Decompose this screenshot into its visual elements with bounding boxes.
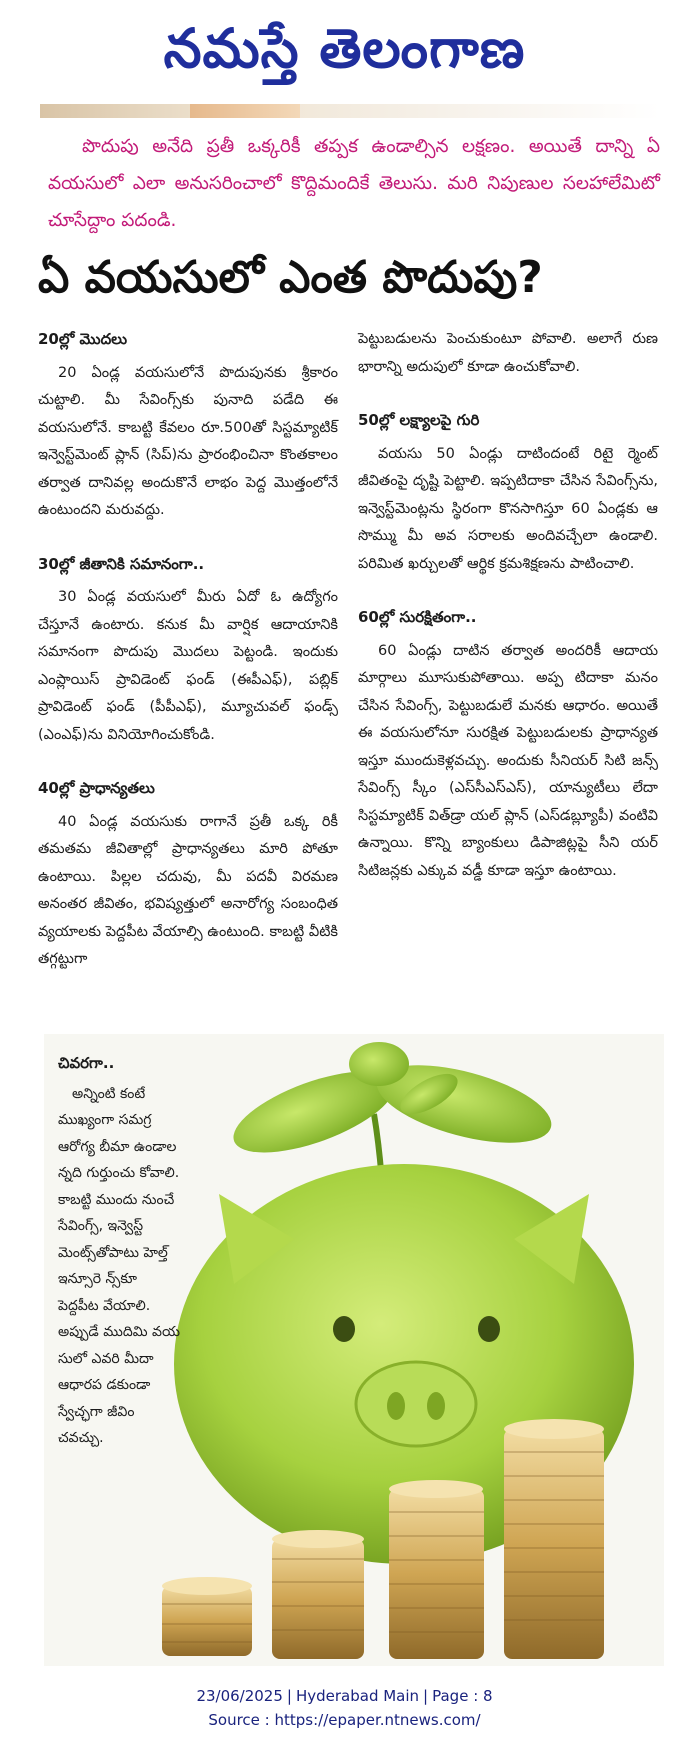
section-40s	[38, 775, 338, 974]
section-20s	[38, 326, 338, 525]
piggy-bank-photo-box	[44, 1034, 664, 1666]
sidebar-finally	[58, 1050, 182, 1452]
footer-source: Source : https://epaper.ntnews.com/	[208, 1711, 481, 1729]
masthead-title: నమస్తే తెలంగాణ	[163, 16, 526, 80]
page-footer	[0, 1684, 689, 1732]
footer-page: Page : 8	[432, 1687, 493, 1705]
masthead-strip	[40, 104, 660, 118]
section-50s	[358, 407, 658, 578]
sidebar-text: అన్నింటి కంటే ముఖ్యంగా సమగ్ర ఆరోగ్య బీమా ఉండాల న్నది గుర్తుంచు కోవాలి. కాబట్టి ముందు నుంచే సేవింగ్స్, ఇన్వెస్ట్ మెంట్స్‌తోపాటు హెల్త్ ఇన్సూరె న్స్‌కూ పెద్దపీట వేయాలి. అప్పుడే ముదిమి వయ సులో ఎవరి మీదా ఆధారప డకుండా స్వేచ్ఛగా జీవిం చవచ్చు.	[58, 1085, 180, 1446]
section-text: 60 ఏండ్లు దాటిన తర్వాత అందరికీ ఆదాయ మార్గాలు మూసుకుపోతాయి. అప్ప టిదాకా మనం చేసిన సేవింగ్స్, పెట్టుబడులే మనకు ఆధారం. అయితే ఈ వయసులోనూ సురక్షిత పెట్టుబడులకు ప్రాధాన్యత ఇస్తూ ముందుకెళ్లవచ్చు. అందుకు సీనియర్ సిటి జన్స్ సేవింగ్స్ స్కీం (ఎస్‌సీఎస్‌ఎస్), యాన్యుటీలు లేదా సిస్టమ్యాటిక్ విత్‌డ్రా యల్ ప్లాన్ (ఎస్‌డబ్ల్యూపీ) వంటివి ఉన్నాయి. కొన్ని బ్యాంకులు డిపాజిట్లపై సీని యర్ సిటిజన్లకు ఎక్కువ వడ్డీ కూడా ఇస్తూ ఉంటాయి.	[358, 642, 658, 879]
article-headline: ఏ వయసులో ఎంత పొదుపు?	[38, 252, 543, 303]
section-text: 30 ఏండ్ల వయసులో మీరు ఏదో ఓ ఉద్యోగం చేస్తూనే ఉంటారు. కనుక మీ వార్షిక ఆదాయానికి సమానంగా పొదుపు మొదలు పెట్టండి. ఇందుకు ఎంప్లాయిస్ ప్రావిడెంట్ ఫండ్ (ఈపీఎఫ్), పబ్లిక్ ప్రావిడెంట్ ఫండ్ (పీపీఎఫ్), మ్యూచువల్ ఫండ్స్ (ఎంఎఫ్)ను వినియోగించుకోండి.	[38, 589, 338, 743]
footer-date: 23/06/2025	[196, 1687, 283, 1705]
section-text: వయసు 50 ఏండ్లు దాటిందంటే రిటై ర్మెంట్ జీవితంపై దృష్టి పెట్టాలి. ఇప్పటిదాకా చేసిన సేవింగ్స్‌ను, ఇన్వెస్ట్‌మెంట్లను స్థిరంగా కొనసాగిస్తూ 60 ఏండ్లకు ఆ సొమ్ము మీ అవ సరాలకు అందివచ్చేలా ఉండాలి. పరిమిత ఖర్చులతో ఆర్థిక క్రమశిక్షణను పాటించాలి.	[358, 445, 658, 572]
section-title: 30ల్లో జీతానికి సమానంగా..	[38, 554, 205, 573]
footer-info: 23/06/2025 | Hyderabad Main | Page : 8	[196, 1687, 493, 1705]
intro-paragraph: పొదుపు అనేది ప్రతీ ఒక్కరికీ తప్పక ఉండాల్సిన లక్షణం. అయితే దాన్ని ఏ వయసులో ఎలా అనుసరించాలో కొద్దిమందికే తెలుసు. మరి నిపుణుల సలహాలేమిటో చూసేద్దాం పదండి.	[48, 136, 660, 231]
section-40s-continued: పెట్టుబడులను పెంచుకుంటూ పోవాలి. అలాగే రుణ భారాన్ని అదుపులో కూడా ఉంచుకోవాలి.	[358, 331, 658, 375]
footer-edition: Hyderabad Main	[295, 1687, 420, 1705]
intro-text	[48, 128, 660, 239]
section-text: 20 ఏండ్ల వయసులోనే పొదుపునకు శ్రీకారం చుట్టాలి. మీ సేవింగ్స్‌కు పునాది పడేది ఈ వయసులోనే. కాబట్టి కేవలం రూ.500తో సిస్టమ్యాటిక్ ఇన్వెస్ట్‌మెంట్ ప్లాన్ (సిప్)ను ప్రారంభించినా కొంతకాలం తర్వాత దానివల్ల అందుకొనే లాభం పెద్ద మొత్తంలోనే ఉంటుందని మరువద్దు.	[38, 364, 338, 518]
right-column	[358, 326, 658, 911]
section-30s	[38, 551, 338, 750]
section-60s	[358, 604, 658, 885]
section-text: 40 ఏండ్ల వయసుకు రాగానే ప్రతీ ఒక్క రికీ తమతమ జీవితాల్లో ప్రాధాన్యతలు మారి పోతూ ఉంటాయి. పిల్లల చదువు, మీ పదవీ విరమణ అనంతర జీవితం, భవిష్యత్తులో అనారోగ్య సంబంధిత వ్యయాలకు పెద్దపీట వేయాల్సి ఉంటుంది. కాబట్టి వీటికి తగ్గట్టుగా	[38, 813, 338, 967]
left-column	[38, 326, 338, 1000]
section-title: 60ల్లో సురక్షితంగా..	[358, 608, 477, 626]
section-title: 20ల్లో మొదలు	[38, 330, 128, 348]
sidebar-title: చివరగా..	[58, 1054, 115, 1072]
section-title: 50ల్లో లక్ష్యాలపై గురి	[358, 411, 480, 429]
section-title: 40ల్లో ప్రాధాన్యతలు	[38, 779, 155, 797]
